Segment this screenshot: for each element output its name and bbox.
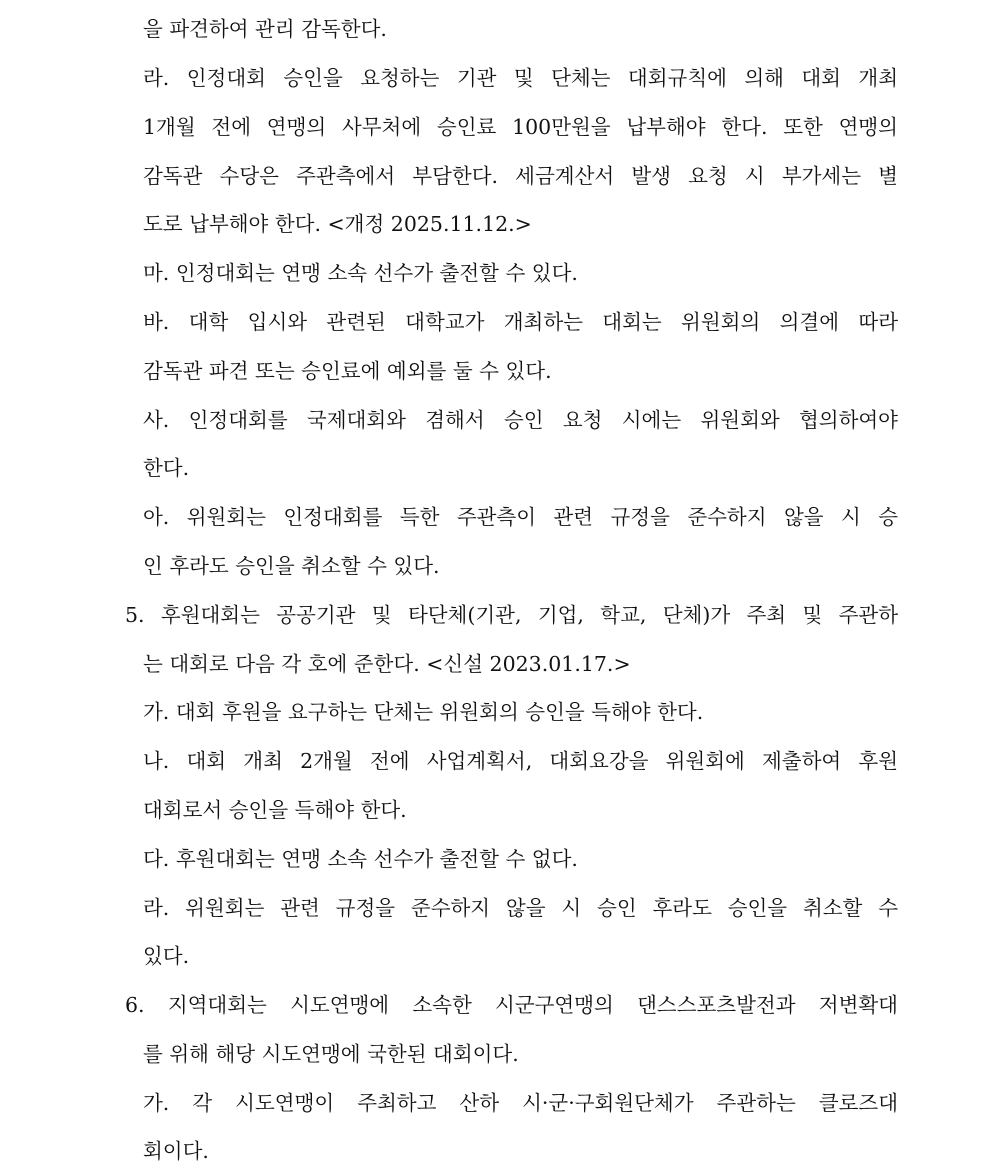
text-line: 을 파견하여 관리 감독한다. <box>143 17 387 41</box>
text-line: 바. 대학 입시와 관련된 대학교가 개최하는 대회는 위원회의 의결에 따라 <box>143 310 898 334</box>
text-line: 인 후라도 승인을 취소할 수 있다. <box>143 554 440 578</box>
text-line: 대회로서 승인을 득해야 한다. <box>143 798 407 822</box>
text-line: 감독관 수당은 주관측에서 부담한다. 세금계산서 발생 요청 시 부가세는 별 <box>143 164 898 188</box>
text-line: 가. 대회 후원을 요구하는 단체는 위원회의 승인을 득해야 한다. <box>143 700 704 724</box>
text-line: 있다. <box>143 944 190 968</box>
text-line: 사. 인정대회를 국제대회와 겸해서 승인 요청 시에는 위원회와 협의하여야 <box>143 408 898 432</box>
text-line: 5. 후원대회는 공공기관 및 타단체(기관, 기업, 학교, 단체)가 주최 및 주관하 <box>125 603 898 627</box>
text-line: 를 위해 해당 시도연맹에 국한된 대회이다. <box>143 1042 519 1066</box>
text-line: 는 대회로 다음 각 호에 준한다. <신설 2023.01.17.> <box>143 652 631 676</box>
text-line: 라. 위원회는 관련 규정을 준수하지 않을 시 승인 후라도 승인을 취소할 수 <box>143 896 898 920</box>
text-line: 아. 위원회는 인정대회를 득한 주관측이 관련 규정을 준수하지 않을 시 승 <box>143 505 898 529</box>
text-line: 6. 지역대회는 시도연맹에 소속한 시군구연맹의 댄스스포츠발전과 저변확대 <box>125 993 898 1017</box>
text-line: 마. 인정대회는 연맹 소속 선수가 출전할 수 있다. <box>143 261 578 285</box>
text-line: 1개월 전에 연맹의 사무처에 승인료 100만원을 납부해야 한다. 또한 연맹의 <box>143 115 898 139</box>
text-line: 감독관 파견 또는 승인료에 예외를 둘 수 있다. <box>143 359 552 383</box>
text-line: 나. 대회 개최 2개월 전에 사업계획서, 대회요강을 위원회에 제출하여 후원 <box>143 749 898 773</box>
text-line: 다. 후원대회는 연맹 소속 선수가 출전할 수 없다. <box>143 847 578 871</box>
text-line: 회이다. <box>143 1139 209 1163</box>
text-line: 가. 각 시도연맹이 주최하고 산하 시·군·구회원단체가 주관하는 클로즈대 <box>143 1091 898 1115</box>
text-line: 한다. <box>143 456 190 480</box>
text-line: 라. 인정대회 승인을 요청하는 기관 및 단체는 대회규칙에 의해 대회 개최 <box>143 66 898 90</box>
text-line: 도로 납부해야 한다. <개정 2025.11.12.> <box>143 212 532 236</box>
